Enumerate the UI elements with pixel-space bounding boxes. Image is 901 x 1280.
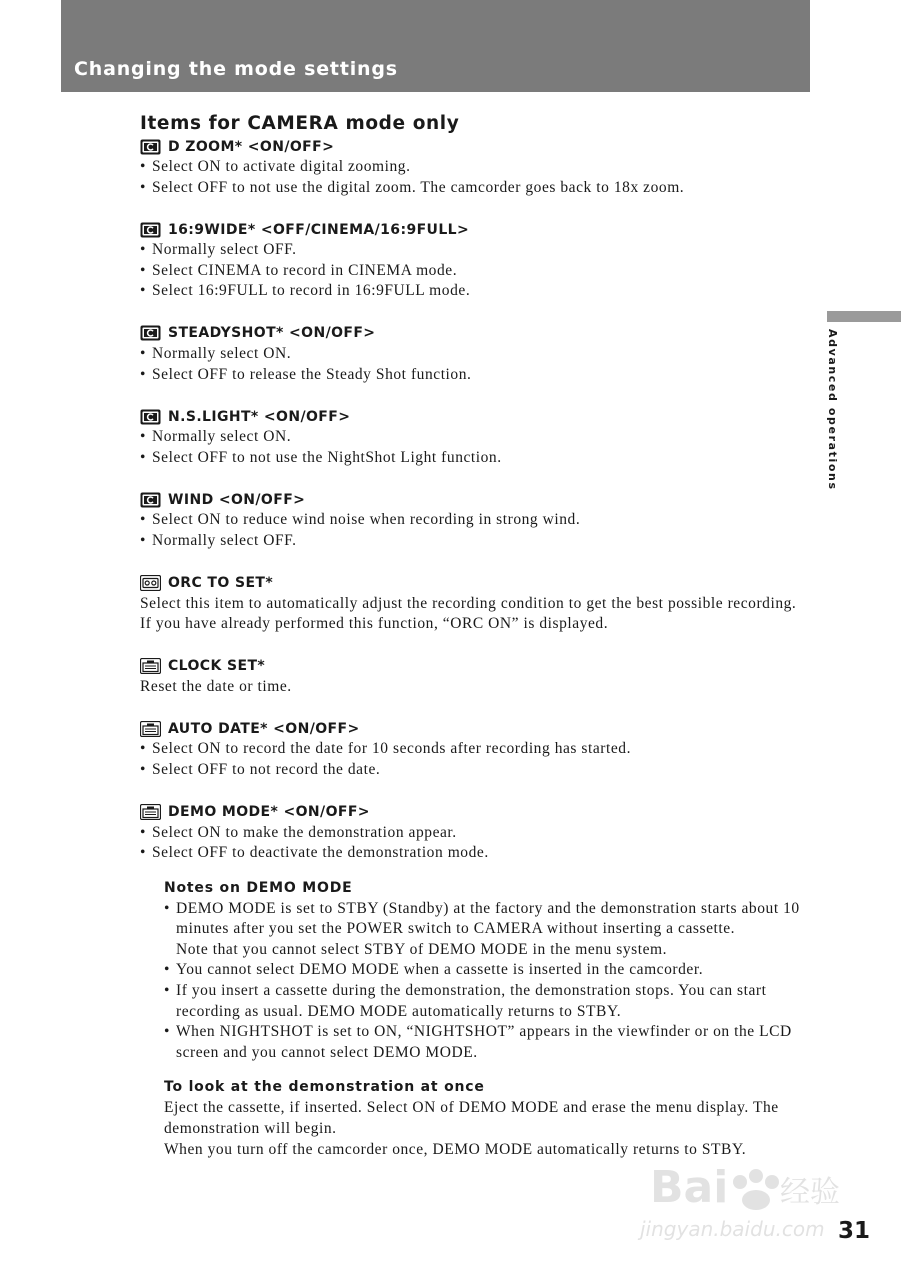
bullet-text: • Select CINEMA to record in CINEMA mode. [140, 261, 810, 282]
item-heading [140, 656, 810, 677]
paragraph-text: Reset the date or time. [140, 677, 292, 695]
page-number: 31 [838, 1218, 871, 1244]
menu-item-ns-light [140, 406, 810, 468]
notes-block [164, 878, 810, 1064]
item-heading [140, 802, 810, 823]
section-heading: Items for CAMERA mode only [140, 113, 460, 134]
note-bullet: • If you insert a cassette during the demonstration, the demonstration stops. You can start recording as usual. DEMO MODE automatically returns to STBY. [164, 982, 767, 1020]
item-title: CLOCK SET* [168, 658, 266, 675]
item-title: STEADYSHOT* <ON/OFF> [168, 325, 376, 342]
bullet-text: • Normally select ON. [140, 427, 810, 448]
menu-item-d-zoom [140, 136, 810, 198]
bullet-text: • Select 16:9FULL to record in 16:9FULL mode. [140, 281, 810, 302]
main-content [140, 112, 810, 1160]
bullet-text: • Select ON to record the date for 10 seconds after recording has started. [140, 739, 810, 760]
bullet-text: • Select OFF to not record the date. [140, 760, 810, 781]
setup-menu-icon [140, 721, 161, 737]
item-heading [140, 136, 810, 157]
note-text: DEMO MODE is set to STBY (Standby) at the factory and the demonstration starts about 10 minutes after you set the POWER switch to CAMERA without inserting a cassette. [176, 899, 800, 938]
notes-heading: Notes on DEMO MODE [164, 879, 353, 896]
bullet-text: • Select OFF to not use the NightShot Light function. [140, 448, 810, 469]
item-title: AUTO DATE* <ON/OFF> [168, 720, 360, 737]
note-continuation: Note that you cannot select STBY of DEMO MODE in the menu system. [176, 940, 668, 958]
item-title: 16:9WIDE* <OFF/CINEMA/16:9FULL> [168, 221, 470, 238]
svg-text:经验: 经验 [780, 1175, 840, 1210]
item-heading [140, 219, 810, 240]
bullet-text: • Normally select OFF. [140, 531, 810, 552]
menu-item-wind [140, 489, 810, 551]
demo-heading: To look at the demonstration at once [164, 1079, 485, 1096]
bullet-text: • Normally select OFF. [140, 240, 810, 261]
item-title: N.S.LIGHT* <ON/OFF> [168, 408, 351, 425]
side-tab [827, 311, 901, 322]
item-title: D ZOOM* <ON/OFF> [168, 138, 335, 155]
note-text: You cannot select DEMO MODE when a cassette is inserted in the camcorder. [176, 961, 704, 979]
watermark-url: jingyan.baidu.com [640, 1217, 825, 1241]
bullet-text: • Select OFF to not use the digital zoom. The camcorder goes back to 18x zoom. [140, 178, 810, 199]
setup-menu-icon [140, 658, 161, 674]
bullet-text: • Select ON to activate digital zooming. [140, 157, 810, 178]
menu-item-demo-mode [140, 802, 810, 864]
note-bullet: • You cannot select DEMO MODE when a cassette is inserted in the camcorder. [164, 961, 704, 979]
camera-mode-icon [140, 492, 161, 508]
item-title: DEMO MODE* <ON/OFF> [168, 804, 370, 820]
svg-text:Bai: Bai [650, 1162, 729, 1213]
bullet-text: • Select OFF to release the Steady Shot function. [140, 365, 810, 386]
menu-item-orc-to-set [140, 573, 810, 635]
item-heading [140, 406, 810, 427]
paragraph-text: Select this item to automatically adjust the recording condition to get the best possible recording. [140, 594, 797, 612]
paragraph-text: Eject the cassette, if inserted. Select ON of DEMO MODE and erase the menu display. The demonstration will begin. [164, 1099, 779, 1138]
menu-item-clock-set [140, 656, 810, 698]
item-heading [140, 573, 810, 594]
item-heading [140, 718, 810, 739]
camera-mode-icon [140, 222, 161, 238]
camera-mode-icon [140, 139, 161, 155]
item-title: WIND <ON/OFF> [168, 491, 306, 508]
bullet-text: • Select ON to make the demonstration appear. [140, 823, 810, 844]
menu-item-16-9-wide [140, 219, 810, 302]
note-bullet: • DEMO MODE is set to STBY (Standby) at the factory and the demonstration starts about 10 minutes after you set the POWER switch to CAMERA without inserting a cassette. [164, 899, 800, 938]
side-section-label: Advanced operations [826, 329, 839, 491]
menu-item-steadyshot [140, 323, 810, 385]
item-title: ORC TO SET* [168, 575, 274, 592]
paragraph-text: When you turn off the camcorder once, DEMO MODE automatically returns to STBY. [164, 1140, 747, 1158]
bullet-text: • Normally select ON. [140, 344, 810, 365]
menu-item-auto-date [140, 718, 810, 780]
setup-menu-icon [140, 804, 161, 820]
camera-mode-icon [140, 325, 161, 341]
paragraph-text: If you have already performed this function, “ORC ON” is displayed. [140, 615, 609, 633]
demo-block [164, 1077, 810, 1160]
bullet-text: • Select ON to reduce wind noise when recording in strong wind. [140, 510, 810, 531]
header-bar [61, 0, 810, 92]
note-text: If you insert a cassette during the demonstration, the demonstration stops. You can start recording as usual. DEMO MODE automatically returns to STBY. [176, 982, 767, 1020]
item-heading [140, 489, 810, 510]
item-heading [140, 323, 810, 344]
bullet-text: • Select OFF to deactivate the demonstration mode. [140, 843, 810, 864]
note-bullet: • When NIGHTSHOT is set to ON, “NIGHTSHOT” appears in the viewfinder or on the LCD screen and you cannot select DEMO MODE. [164, 1023, 792, 1061]
page-title: Changing the mode settings [74, 58, 398, 80]
note-text: When NIGHTSHOT is set to ON, “NIGHTSHOT” appears in the viewfinder or on the LCD screen and you cannot select DEMO MODE. [176, 1023, 792, 1061]
tape-set-icon [140, 575, 161, 591]
camera-mode-icon [140, 409, 161, 425]
